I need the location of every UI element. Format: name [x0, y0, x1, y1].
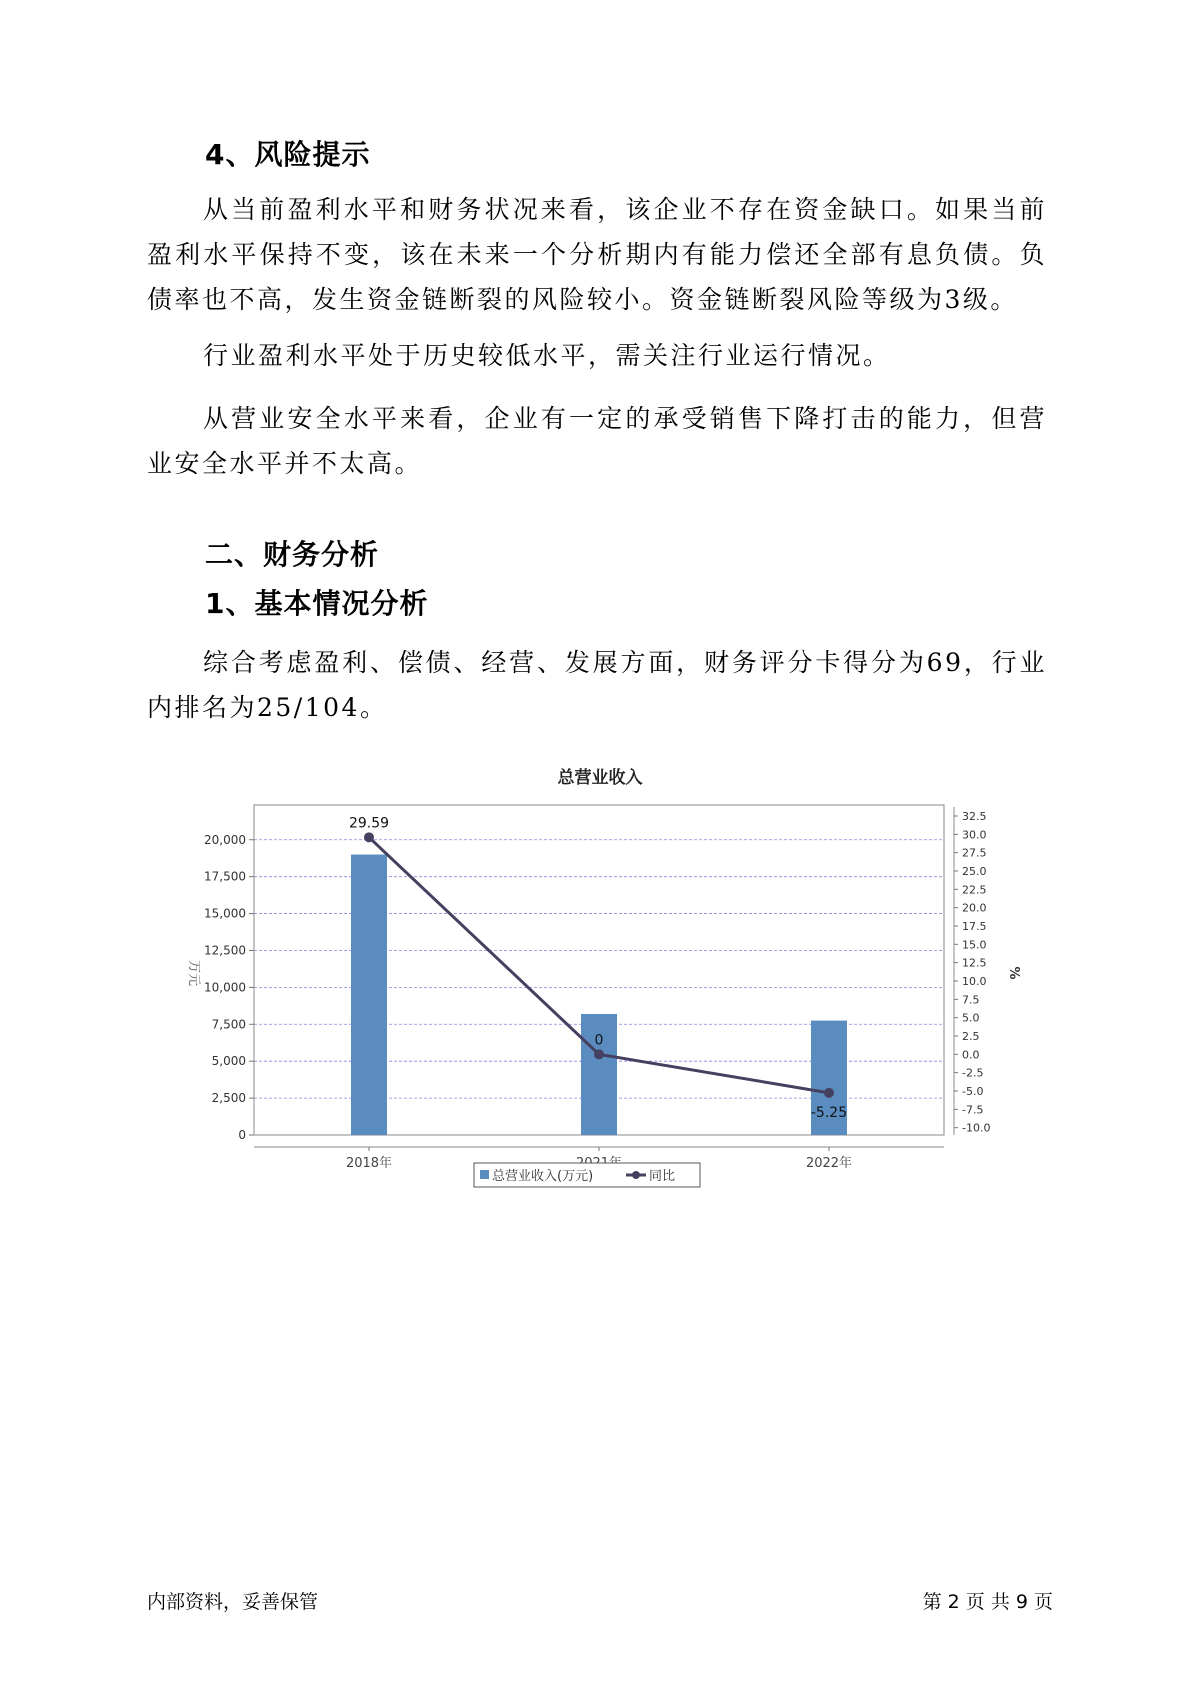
yoy-data-label: -5.25 [810, 1104, 848, 1121]
y2-axis-label: % [1006, 966, 1021, 980]
yoy-data-label: 29.59 [348, 815, 390, 832]
y-tick-label: 5,000 [211, 1054, 246, 1069]
yoy-point [594, 1049, 604, 1059]
y2-tick-label: 12.5 [962, 956, 987, 970]
y2-tick-label: 17.5 [962, 920, 987, 933]
yoy-point [364, 832, 374, 842]
footer-left: 内部资料，妥善保管 [147, 1591, 319, 1613]
risk-paragraph-2: 行业盈利水平处于历史较低水平，需关注行业运行情况。 [203, 341, 891, 370]
section-heading-risk: 4、风险提示 [205, 138, 371, 171]
y2-tick-label: 7.5 [962, 993, 980, 1007]
bar-series [351, 855, 847, 1135]
y-tick-label: 0 [238, 1128, 246, 1142]
y-tick-label: 7,500 [211, 1017, 246, 1032]
revenue-chart-svg [170, 755, 1030, 1210]
y2-tick-label: 10.0 [962, 975, 987, 988]
y2-tick-label: 5.0 [962, 1011, 980, 1025]
y-tick-label: 10,000 [204, 980, 246, 995]
yoy-data-label: 0 [594, 1032, 604, 1049]
y2-tick-label: -10.0 [962, 1121, 991, 1135]
legend-label-revenue: 总营业收入(万元) [492, 1169, 594, 1184]
y2-tick-label: 27.5 [962, 846, 987, 860]
legend-swatch-point [632, 1171, 640, 1179]
footer-page-number: 第 2 页 共 9 页 [922, 1591, 1053, 1613]
y-tick-label: 2,500 [211, 1091, 246, 1106]
y-tick-label: 12,500 [204, 943, 246, 958]
x-tick-label: 2022年 [805, 1156, 853, 1171]
chart-legend [474, 1163, 700, 1187]
y2-tick-label: 22.5 [962, 883, 987, 897]
y-tick-label: 17,500 [204, 869, 246, 884]
y2-tick-label: -2.5 [962, 1066, 984, 1080]
revenue-chart [170, 755, 1030, 1210]
y2-tick-label: -7.5 [962, 1103, 984, 1117]
y2-tick-label: 2.5 [962, 1030, 980, 1043]
legend-label-yoy: 同比 [649, 1169, 676, 1184]
y-axis-label: 万元 [186, 959, 201, 987]
x-tick-label: 2018年 [345, 1156, 393, 1171]
revenue-bar [351, 855, 387, 1135]
y2-tick-label: -5.0 [962, 1085, 984, 1098]
y-tick-label: 20,000 [204, 832, 246, 847]
yoy-point [824, 1088, 834, 1098]
score-paragraph: 综合考虑盈利、偿债、经营、发展方面，财务评分卡得分为69，行业内排名为25/104。 [147, 648, 1047, 722]
risk-paragraph-1: 从当前盈利水平和财务状况来看，该企业不存在资金缺口。如果当前盈利水平保持不变，该在未来一个分析期内有能力偿还全部有息负债。负债率也不高，发生资金链断裂的风险较小。资金链断裂风险等级为3级。 [147, 195, 1047, 314]
legend-swatch-bar [480, 1170, 489, 1179]
subsection-heading-basic: 1、基本情况分析 [205, 587, 429, 620]
y2-tick-label: 20.0 [962, 901, 987, 915]
y2-tick-label: 15.0 [962, 938, 987, 952]
y2-tick-label: 30.0 [962, 828, 987, 842]
section-heading-finance: 二、财务分析 [205, 538, 380, 571]
risk-paragraph-3: 从营业安全水平来看，企业有一定的承受销售下降打击的能力，但营业安全水平并不太高。 [147, 404, 1047, 478]
y2-tick-label: 25.0 [962, 865, 987, 878]
chart-title: 总营业收入 [557, 768, 643, 788]
y2-tick-label: 0.0 [962, 1048, 980, 1062]
y-tick-label: 15,000 [204, 906, 246, 921]
y2-tick-label: 32.5 [962, 810, 987, 823]
